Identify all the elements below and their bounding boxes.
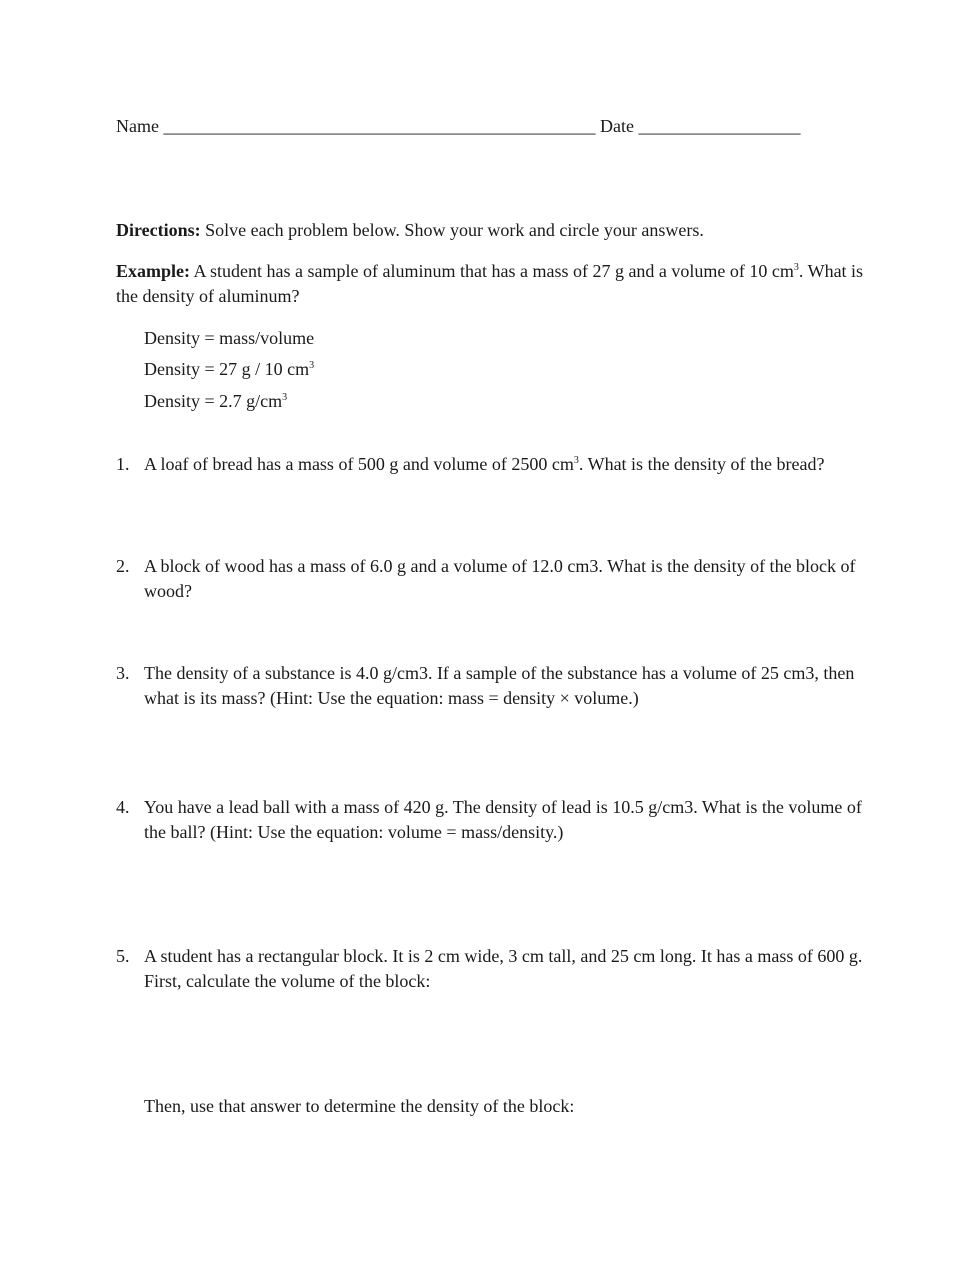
problem-number: 3.: [116, 663, 130, 683]
directions: [116, 218, 704, 243]
example-step-text: Density = 2.7 g/cm: [144, 391, 283, 411]
example-step-superscript: 3: [309, 360, 315, 371]
example-step-1: [144, 326, 314, 351]
name-label: Name: [116, 116, 159, 136]
problem-text-end: . What is the density of the bread?: [578, 454, 825, 474]
problem-1: [116, 452, 868, 477]
problem-text: [144, 452, 868, 477]
directions-text: Solve each problem below. Show your work and circle your answers.: [205, 220, 704, 240]
problem-number: 5.: [116, 946, 130, 966]
example-step-text: Density = mass/volume: [144, 328, 315, 348]
date-label: Date: [599, 116, 634, 136]
problem-number: 1.: [116, 454, 130, 474]
example-problem: [116, 259, 866, 309]
problem-2: [116, 554, 868, 604]
name-date-line: [116, 114, 800, 139]
name-field[interactable]: ________________________________________________: [163, 116, 596, 136]
example-step-2: [144, 357, 314, 382]
example-text-end: . What is the density of aluminum?: [116, 261, 864, 306]
problem-number: 4.: [116, 797, 130, 817]
problem-text: A block of wood has a mass of 6.0 g and a volume of 12.0 cm3. What is the density of the block of wood?: [144, 556, 856, 601]
problem-superscript: 3: [573, 455, 579, 466]
example-step-superscript: 3: [282, 392, 288, 403]
example-text: A student has a sample of aluminum that has a mass of 27 g and a volume of 10 cm: [193, 261, 794, 281]
problem-text: The density of a substance is 4.0 g/cm3. If a sample of the substance has a volume of 25 cm3, then what is its mass? (Hint: Use the equation: mass = density × volume.): [144, 663, 855, 708]
problem-number: 2.: [116, 556, 130, 576]
example-superscript: 3: [793, 262, 799, 273]
date-field[interactable]: __________________: [638, 116, 801, 136]
problem-5: [116, 944, 868, 994]
problem-text: A student has a rectangular block. It is 2 cm wide, 3 cm tall, and 25 cm long. It has a mass of 600 g. First, calculate the volume of the block:: [144, 946, 863, 991]
example-step-text: Density = 27 g / 10 cm: [144, 359, 310, 379]
directions-label: Directions:: [116, 220, 201, 240]
problem-4: [116, 795, 868, 845]
problem-5-followup: Then, use that answer to determine the density of the block:: [144, 1096, 575, 1116]
problem-3: [116, 661, 868, 711]
problem-text-start: A loaf of bread has a mass of 500 g and volume of 2500 cm: [144, 454, 574, 474]
example-step-3: [144, 389, 287, 414]
example-label: Example:: [116, 261, 190, 281]
problem-text: You have a lead ball with a mass of 420 g. The density of lead is 10.5 g/cm3. What is the volume of the ball? (Hint: Use the equation: volume = mass/density.): [144, 797, 862, 842]
